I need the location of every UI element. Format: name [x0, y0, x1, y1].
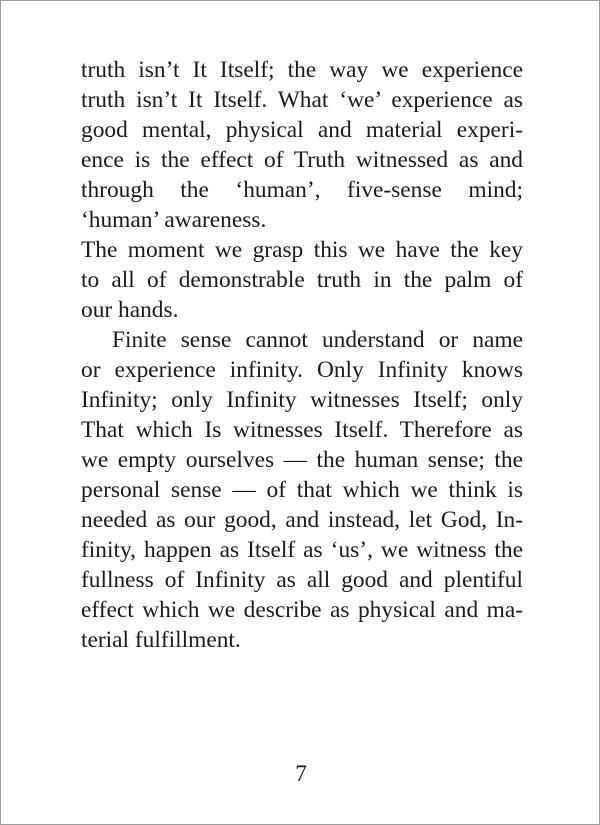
text-line: to all of demonstrable truth in the palm of [81, 267, 523, 293]
text-line: finity, happen as Itself as ‘us’, we witness the [81, 537, 523, 563]
text-line: or experience infinity. Only Infinity knows [81, 357, 523, 383]
text-line: fullness of Infinity as all good and plentiful [81, 567, 523, 593]
text-line: our hands. [81, 297, 179, 323]
text-line: ence is the effect of Truth witnessed as and [81, 147, 523, 173]
page-number: 7 [295, 761, 307, 786]
text-line: truth isn’t It Itself. What ‘we’ experience as [81, 87, 523, 113]
text-line: personal sense — of that which we think is [81, 477, 523, 503]
text-line: That which Is witnesses Itself. Therefore as [81, 417, 523, 443]
text-line: Finite sense cannot understand or name [112, 327, 523, 353]
text-line: good mental, physical and material experi- [81, 117, 523, 143]
text-line: truth isn’t It Itself; the way we experience [81, 57, 523, 83]
text-line: effect which we describe as physical and ma- [81, 597, 523, 623]
body-text [81, 55, 523, 655]
text-line: Infinity; only Infinity witnesses Itself; only [81, 387, 523, 413]
text-line: we empty ourselves — the human sense; the [81, 447, 523, 473]
text-line: through the ‘human’, five-sense mind; [81, 177, 523, 203]
text-line: needed as our good, and instead, let God, In- [81, 507, 523, 533]
text-line: The moment we grasp this we have the key [81, 237, 523, 263]
text-line: ‘human’ awareness. [81, 207, 267, 233]
text-line: terial fulfillment. [81, 627, 241, 653]
